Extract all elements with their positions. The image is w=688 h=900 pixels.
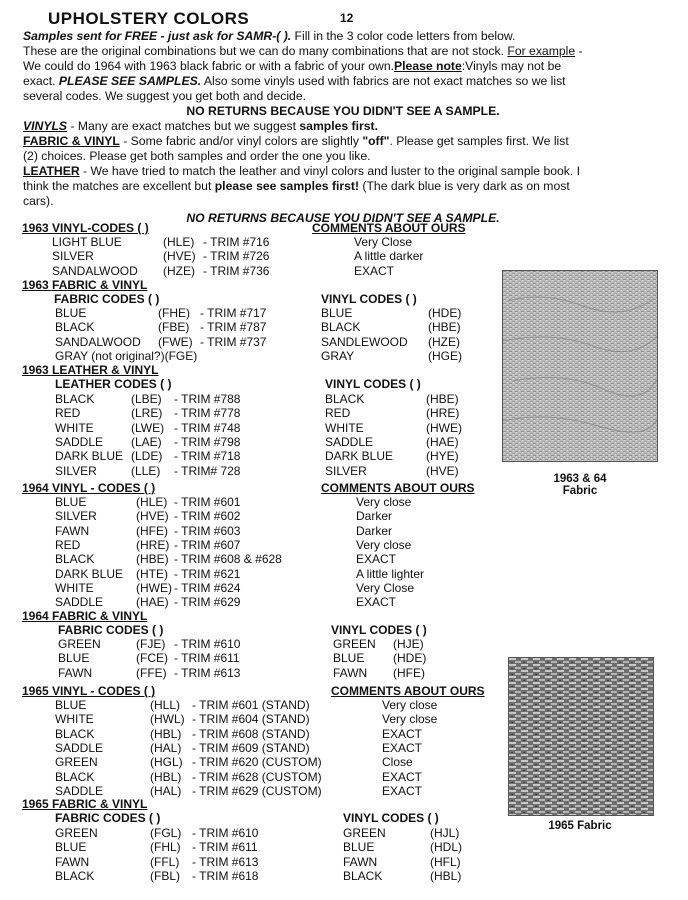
row-color: WHITE <box>55 580 94 595</box>
row-vinyl-code: (HJE) <box>393 637 424 651</box>
row-code: (HAL) <box>150 740 182 755</box>
row-trim: - TRIM #610 <box>192 826 259 840</box>
row-code: (HLE) <box>163 235 195 249</box>
row-code: (FHE) <box>158 306 190 320</box>
s1965v-title: 1965 VINYL - CODES ( ) <box>22 684 156 698</box>
row-trim: - TRIM #608 (STAND) <box>192 726 310 741</box>
row-color: SADDLE <box>55 434 104 449</box>
row-trim: - TRIM #718 <box>174 449 241 464</box>
row-color: FAWN <box>55 523 90 538</box>
vinyls-samples-first: samples first. <box>299 119 378 133</box>
intro-exact: exact. <box>23 74 59 88</box>
row-code: (HWL) <box>150 712 185 727</box>
row-color: DARK BLUE <box>55 449 124 464</box>
row-vinyl-color: BLACK <box>321 320 361 335</box>
row-code: (HVE) <box>163 249 196 264</box>
row-code: (LWE) <box>131 420 165 435</box>
swatch-caption-1965: 1965 Fabric <box>548 820 612 832</box>
row-trim: - TRIM #613 <box>174 665 241 680</box>
s1965fv-right-header: VINYL CODES ( ) <box>343 811 439 825</box>
row-comment: Darker <box>356 509 393 524</box>
row-trim: - TRIM #716 <box>203 235 270 249</box>
row-comment: Close <box>382 755 413 770</box>
row-trim: - TRIM #601 (STAND) <box>192 698 310 712</box>
intro-samples-free: Samples sent for FREE - just ask for SAMR-( ). <box>23 29 292 43</box>
row-color: BLACK <box>55 726 95 741</box>
s1963fv-left-header: FABRIC CODES ( ) <box>54 292 160 306</box>
row-trim: - TRIM #778 <box>174 406 241 421</box>
row-comment: A little lighter <box>356 566 425 581</box>
row-vinyl-code: (HJL) <box>430 826 460 840</box>
row-code: (FBL) <box>150 868 180 883</box>
page-number: 12 <box>340 11 354 25</box>
row-code: (LLE) <box>131 463 161 478</box>
row-color: BLACK <box>55 320 95 335</box>
row-code: (HLL) <box>150 698 181 712</box>
intro-line-5: several codes. We suggest you get both and decide. <box>23 89 306 103</box>
row-code: (FHL) <box>150 840 181 855</box>
row-vinyl-code: (HYE) <box>426 449 459 464</box>
row-color: RED <box>55 406 81 421</box>
row-trim: - TRIM #611 <box>192 840 258 855</box>
row-code: (HVE) <box>136 509 169 524</box>
row-comment: EXACT <box>382 769 423 784</box>
row-color: GREEN <box>55 826 98 840</box>
row-trim: - TRIM #787 <box>200 320 267 335</box>
row-color: BLACK <box>55 552 95 567</box>
row-comment: EXACT <box>356 552 397 567</box>
s1963lv-title: 1963 LEATHER & VINYL <box>22 363 159 377</box>
row-color: RED <box>55 537 81 552</box>
row-code: (HWE) <box>136 580 172 595</box>
s1964fv-left-header: FABRIC CODES ( ) <box>58 623 164 637</box>
intro-fill-in: Fill in the 3 color code letters from below. <box>291 29 516 43</box>
row-comment: Very close <box>382 698 438 712</box>
fabric-vinyl-text: - Some fabric and/or vinyl colors are slightly <box>119 134 363 148</box>
row-color: BLUE <box>55 306 87 320</box>
row-code: (FJE) <box>136 637 166 651</box>
row-comment: EXACT <box>382 740 423 755</box>
row-vinyl-code: (HAE) <box>426 434 459 449</box>
row-code: (FCE) <box>136 651 168 666</box>
row-code: (HGL) <box>150 755 183 770</box>
row-trim: - TRIM #610 <box>174 637 241 651</box>
row-color: BLACK <box>55 769 95 784</box>
row-comment: Very close <box>382 712 438 727</box>
row-trim: - TRIM #613 <box>192 854 259 869</box>
row-trim: - TRIM #604 (STAND) <box>192 712 310 727</box>
row-color: LIGHT BLUE <box>52 235 122 249</box>
s1963v-comments-header: COMMENTS ABOUT OURS <box>312 221 466 235</box>
s1965fv-left-header: FABRIC CODES ( ) <box>55 811 161 825</box>
intro-please-note: Please note <box>394 59 462 73</box>
row-vinyl-color: SILVER <box>325 463 367 478</box>
intro-dash: - <box>575 44 583 58</box>
intro-for-example: For example <box>507 44 576 58</box>
row-vinyl-color: GREEN <box>333 637 376 651</box>
row-trim: - TRIM #737 <box>200 334 267 349</box>
s1963lv-left-header: LEATHER CODES ( ) <box>55 377 172 391</box>
row-vinyl-color: FAWN <box>333 665 368 680</box>
row-vinyl-color: BLUE <box>343 840 375 855</box>
row-vinyl-code: (HRE) <box>426 406 460 421</box>
row-color: SADDLE <box>55 595 104 610</box>
row-color: FAWN <box>58 665 93 680</box>
fabric-swatch-1963-64 <box>502 270 658 462</box>
row-vinyl-code: (HZE) <box>428 334 460 349</box>
row-vinyl-color: SANDLEWOOD <box>321 334 408 349</box>
row-vinyl-code: (HDE) <box>393 651 427 666</box>
row-vinyl-color: BLUE <box>321 306 353 320</box>
row-color: FAWN <box>55 854 90 869</box>
row-trim: - TRIM #717 <box>200 306 267 320</box>
row-trim: - TRIM #798 <box>174 434 241 449</box>
leather-label: LEATHER <box>23 164 80 178</box>
row-trim: - TRIM #736 <box>203 263 270 278</box>
row-trim: - TRIM #621 <box>174 566 241 581</box>
row-color: BLUE <box>55 840 87 855</box>
intro-please-see-samples: PLEASE SEE SAMPLES. <box>58 74 202 88</box>
row-color: BLUE <box>55 495 87 509</box>
row-code: (LBE) <box>131 392 162 406</box>
row-trim: - TRIM #788 <box>174 392 241 406</box>
row-trim: - TRIM #607 <box>174 537 241 552</box>
fabric-vinyl-text-2: . Please get samples first. We list <box>389 134 569 148</box>
intro-vinyls-not-exact: :Vinyls may not be <box>461 59 562 73</box>
row-comment: EXACT <box>354 263 395 278</box>
row-vinyl-code: (HBL) <box>430 868 462 883</box>
leather-line-3: cars). <box>23 194 54 208</box>
s1964v-comments-header: COMMENTS ABOUT OURS <box>321 481 475 495</box>
row-color: BLUE <box>58 651 90 666</box>
s1963lv-right-header: VINYL CODES ( ) <box>325 377 421 391</box>
fabric-vinyl-label: FABRIC & VINYL <box>23 134 120 148</box>
row-vinyl-code: (HDL) <box>430 840 462 855</box>
row-code: (FBE) <box>158 320 190 335</box>
row-trim: - TRIM #629 <box>174 595 241 610</box>
row-vinyl-color: BLACK <box>325 392 365 406</box>
fabric-swatch-1965 <box>508 657 654 816</box>
row-code: (LRE) <box>131 406 163 421</box>
row-comment: EXACT <box>382 726 423 741</box>
leather-text: - We have tried to match the leather and vinyl colors and luster to the original sample book. I <box>79 164 581 178</box>
fabric-vinyl-off: "off" <box>362 134 390 148</box>
row-trim: - TRIM #601 <box>174 495 241 509</box>
swatch-caption-1963-64-line-2: Fabric <box>562 485 598 497</box>
swatch-caption-1963-64 <box>520 473 640 497</box>
row-vinyl-color: GREEN <box>343 826 386 840</box>
row-comment: Very close <box>356 495 412 509</box>
row-code: (FFE) <box>136 665 167 680</box>
row-color: SANDALWOOD <box>52 263 138 278</box>
row-trim: - TRIM #629 (CUSTOM) <box>192 783 322 798</box>
row-trim: - TRIM #602 <box>174 509 241 524</box>
row-code: (HAE) <box>136 595 169 610</box>
row-vinyl-code: (HBE) <box>428 320 461 335</box>
row-trim: - TRIM #611 <box>174 651 240 666</box>
row-vinyl-color: GRAY <box>321 348 355 363</box>
s1964v-title: 1964 VINYL - CODES ( ) <box>22 481 156 495</box>
row-color: GREEN <box>55 755 98 770</box>
row-vinyl-code: (HWE) <box>426 420 462 435</box>
row-code: (FGL) <box>150 826 182 840</box>
swatch-caption-1963-64-line-1: 1963 & 64 <box>553 473 607 485</box>
row-vinyl-color: RED <box>325 406 351 421</box>
row-code: (LDE) <box>131 449 163 464</box>
row-comment: Very close <box>356 537 412 552</box>
fabric-vinyl-line-2: (2) choices. Please get both samples and order the one you like. <box>23 149 371 163</box>
row-color: SADDLE <box>55 783 104 798</box>
row-trim: - TRIM #748 <box>174 420 241 435</box>
intro-line-3: We could do 1964 with 1963 black fabric or with a fabric of your own. <box>23 59 395 73</box>
row-code: (HAL) <box>150 783 182 798</box>
row-code: (FWE) <box>158 334 193 349</box>
row-code: (HFE) <box>136 523 168 538</box>
row-comment: A little darker <box>354 249 424 264</box>
row-color: SADDLE <box>55 740 104 755</box>
row-code: (HZE) <box>163 263 195 278</box>
s1963fv-right-header: VINYL CODES ( ) <box>321 292 417 306</box>
row-comment: Very Close <box>356 580 415 595</box>
intro-line-4: Also some vinyls used with fabrics are not exact matches so we list <box>201 74 566 88</box>
row-color: SILVER <box>52 249 94 264</box>
row-color: DARK BLUE <box>55 566 124 581</box>
s1964fv-title: 1964 FABRIC & VINYL <box>22 609 148 623</box>
row-trim: - TRIM #618 <box>192 868 259 883</box>
row-vinyl-code: (HVE) <box>426 463 459 478</box>
row-comment: EXACT <box>356 595 397 610</box>
row-code: (HBL) <box>150 769 182 784</box>
row-color: BLUE <box>55 698 87 712</box>
row-color: SILVER <box>55 463 97 478</box>
row-trim: - TRIM #608 & #628 <box>174 552 282 567</box>
intro-block <box>23 29 663 226</box>
row-vinyl-code: (HFL) <box>430 854 461 869</box>
leather-dark-blue-note: (The dark blue is very dark as on most <box>359 179 570 193</box>
leather-see-samples: please see samples first! <box>214 179 360 193</box>
row-trim: - TRIM #620 (CUSTOM) <box>192 755 322 770</box>
row-color: SILVER <box>55 509 97 524</box>
row-code: (HTE) <box>136 566 168 581</box>
row-code: (HRE) <box>136 537 170 552</box>
intro-line-2: These are the original combinations but we can do many combinations that are not stock. <box>23 44 508 58</box>
row-code: (HLE) <box>136 495 168 509</box>
row-vinyl-color: FAWN <box>343 854 378 869</box>
row-comment: EXACT <box>382 783 423 798</box>
row-code: (LAE) <box>131 434 162 449</box>
s1965fv-title: 1965 FABRIC & VINYL <box>22 797 148 811</box>
row-color: GRAY (not original?)(FGE) <box>55 348 198 363</box>
row-trim: - TRIM #624 <box>174 580 241 595</box>
vinyls-text: - Many are exact matches but we suggest <box>67 119 300 133</box>
s1965v-comments-header: COMMENTS ABOUT OURS <box>331 684 485 698</box>
row-vinyl-color: SADDLE <box>325 434 374 449</box>
row-trim: - TRIM #628 (CUSTOM) <box>192 769 322 784</box>
row-vinyl-color: BLACK <box>343 868 383 883</box>
row-trim: - TRIM# 728 <box>174 463 241 478</box>
leather-line-2: think the matches are excellent but <box>23 179 215 193</box>
row-vinyl-code: (HFE) <box>393 665 425 680</box>
row-vinyl-color: DARK BLUE <box>325 449 394 464</box>
s1964fv-right-header: VINYL CODES ( ) <box>331 623 427 637</box>
row-vinyl-code: (HGE) <box>428 348 462 363</box>
no-returns-notice-1: NO RETURNS BECAUSE YOU DIDN'T SEE A SAMPLE. <box>186 104 500 118</box>
row-trim: - TRIM #603 <box>174 523 241 538</box>
row-color: SANDALWOOD <box>55 334 141 349</box>
row-code: (FFL) <box>150 854 180 869</box>
no-returns-notice-2: NO RETURNS BECAUSE YOU DIDN'T SEE A SAMPLE. <box>186 211 500 225</box>
page-title: UPHOLSTERY COLORS <box>48 9 250 28</box>
row-code: (HBL) <box>150 726 182 741</box>
row-color: BLACK <box>55 392 95 406</box>
row-vinyl-code: (HDE) <box>428 306 462 320</box>
row-comment: Darker <box>356 523 393 538</box>
row-color: BLACK <box>55 868 95 883</box>
row-vinyl-code: (HBE) <box>426 392 459 406</box>
row-vinyl-color: WHITE <box>325 420 364 435</box>
row-trim: - TRIM #609 (STAND) <box>192 740 310 755</box>
row-code: (HBE) <box>136 552 169 567</box>
row-trim: - TRIM #726 <box>203 249 270 264</box>
row-color: WHITE <box>55 420 94 435</box>
row-color: GREEN <box>58 637 101 651</box>
s1963v-title: 1963 VINYL-CODES ( ) <box>22 221 149 235</box>
row-vinyl-color: BLUE <box>333 651 365 666</box>
row-comment: Very Close <box>354 235 413 249</box>
s1963fv-title: 1963 FABRIC & VINYL <box>22 278 148 292</box>
vinyls-label: VINYLS <box>23 119 68 133</box>
row-color: WHITE <box>55 712 94 727</box>
